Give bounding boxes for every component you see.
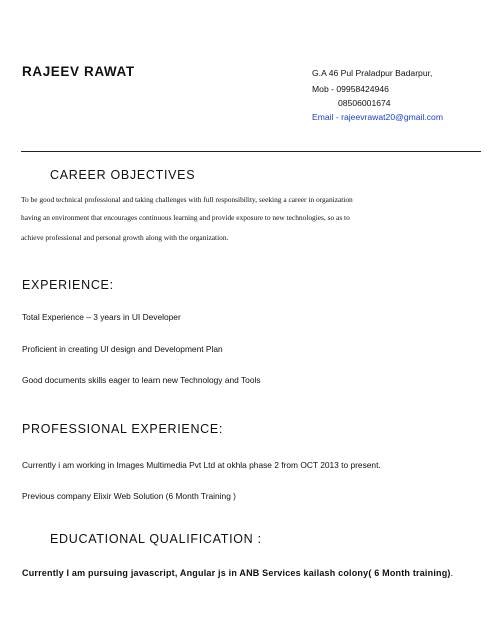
education-item-trailing: . [450, 568, 454, 578]
header-divider [21, 151, 481, 152]
career-objectives-heading: CAREER OBJECTIVES [50, 168, 196, 182]
email-link[interactable]: Email - rajeevrawat20@gmail.com [312, 112, 443, 122]
candidate-name: RAJEEV RAWAT [22, 64, 135, 79]
mobile-number-secondary: 08506001674 [338, 98, 391, 108]
experience-item: Proficient in creating UI design and Development Plan [22, 344, 223, 354]
career-objective-line: To be good technical professional and taking challenges with full responsibility, seeking a career in organization [21, 195, 353, 204]
career-objective-line: having an environment that encourages continuous learning and provide exposure to new technologies, so as to [21, 213, 350, 222]
educational-qualification-heading: EDUCATIONAL QUALIFICATION : [50, 532, 262, 546]
experience-heading: EXPERIENCE: [22, 278, 114, 292]
professional-experience-heading: PROFESSIONAL EXPERIENCE: [22, 422, 224, 436]
education-item-text: Currently I am pursuing javascript, Angular js in ANB Services kailash colony( 6 Month training) [22, 568, 451, 578]
professional-experience-item: Currently i am working in Images Multimedia Pvt Ltd at okhla phase 2 from OCT 2013 to present. [22, 460, 381, 470]
career-objective-line: achieve professional and personal growth along with the organization. [21, 233, 229, 242]
address-line: G.A 46 Pul Praladpur Badarpur, [312, 68, 433, 78]
education-item [22, 568, 453, 578]
mobile-number: Mob - 09958424946 [312, 84, 389, 94]
experience-item: Total Experience – 3 years in UI Developer [22, 312, 181, 322]
experience-item: Good documents skills eager to learn new Technology and Tools [22, 375, 261, 385]
professional-experience-item: Previous company Elixir Web Solution (6 Month Training ) [22, 491, 236, 501]
